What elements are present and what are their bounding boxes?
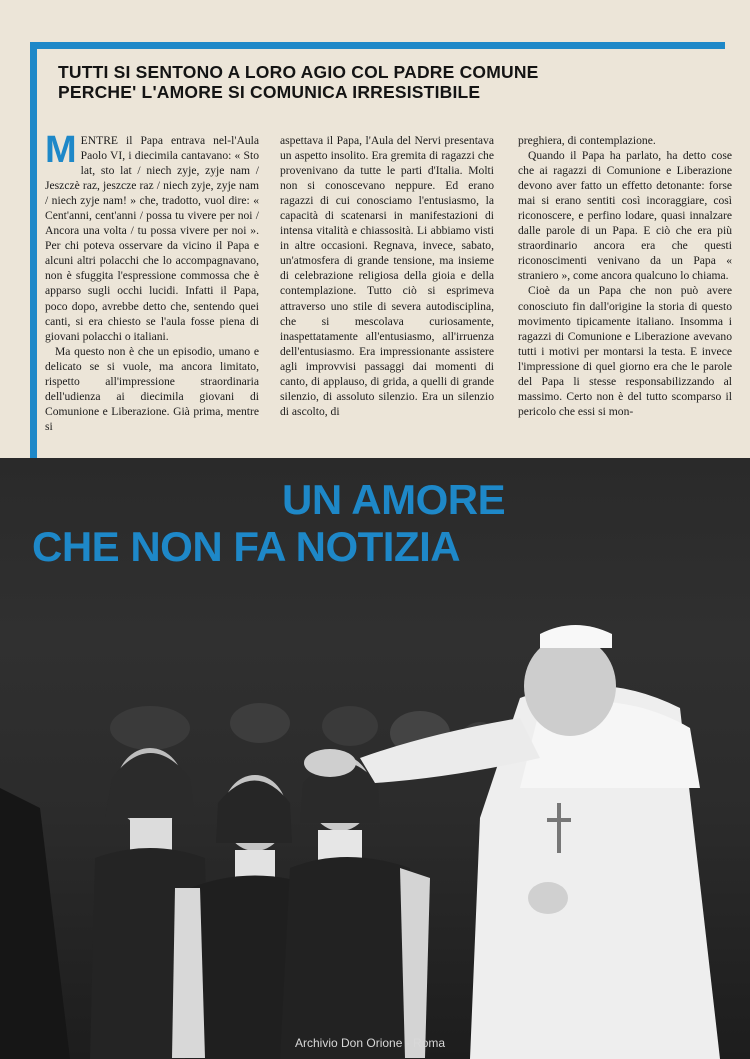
- article-body: [45, 133, 735, 445]
- article-column-1: [45, 133, 259, 438]
- paragraph: Cioè da un Papa che non può avere conosciuto fin dall'origine la storia di questo movimento tipicamente italiano. Insomma i ragazzi di Comunione e Liberazione avevano tutti i motivi per montarsi la testa. E invece l'impressione di quel giorno era che le parole del Papa li stesse responsabilizzando al massimo. Certo non è del tutto scomparso il pericolo che essi si mon-: [518, 284, 732, 418]
- paragraph: Quando il Papa ha parlato, ha detto cose che ai ragazzi di Comunione e Liberazione devono aver fatto un effetto detonante: forse mai si erano sentiti così incoraggiare, così riconoscere, e perfino lodare, quasi innalzare dalle parole di un Papa. E ciò che era più straordinario ancora era che questi riconoscimenti venivano da un Papa « straniero », come ancora qualcuno lo chiama.: [518, 149, 732, 283]
- drop-cap: M: [45, 133, 77, 171]
- paragraph: Ma questo non è che un episodio, umano e delicato se si vuole, ma ancora limitato, rispetto all'impressione straordinaria dell'udienza ai diecimila giovani di Comunione e Liberazione. Già prima, mentre si: [45, 344, 259, 433]
- paragraph: preghiera, di contemplazione.: [518, 134, 656, 147]
- frame-left-rule: [30, 42, 37, 508]
- subheading-line-2: PERCHE' L'AMORE SI COMUNICA IRRESISTIBILE: [58, 82, 481, 102]
- article-column-3: [518, 133, 732, 438]
- paragraph-text: ENTRE il Papa entrava nel-l'Aula Paolo VI, i diecimila cantavano: « Sto lat, sto lat / niech zyje, zyje nam / Jeszczè raz, jeszcze raz / niech zyje, zyje nam / niech zyje nam! » che, tradotto, vuol dire: « Cent'anni, cent'anni / possa tu vivere per noi / Ancora una volta / tu possa vivere per noi ». Per chi poteva osservare da vicino il Papa e alcuni altri polacchi che lo accompagnavano, non è sfuggita l'espressione commossa che è apparso sugli occhi lucidi. Infatti il Papa, poco dopo, avrebbe detto che, sentendo quei canti, si era chiesto se l'aula fosse piena di giovani polacchi o italiani.: [45, 134, 259, 343]
- subheading-line-1: TUTTI SI SENTONO A LORO AGIO COL PADRE COMUNE: [58, 62, 539, 82]
- article-title-line-2: CHE NON FA NOTIZIA: [32, 523, 461, 570]
- paragraph: [45, 133, 259, 344]
- archive-credit: Archivio Don Orione - Roma: [295, 1036, 446, 1050]
- frame-top-rule: [30, 42, 725, 49]
- paragraph: aspettava il Papa, l'Aula del Nervi presentava un aspetto insolito. Era gremita di ragazzi che provenivano da tutte le parti d'Italia. Molti non si conoscevano neppure. Ed erano ragazzi di cui conosciamo l'entusiasmo, la capacità di scatenarsi in manifestazioni di intensa vitalità e chiassosità. Li abbiamo visti in altre occasioni. Regnava, invece, sabato, un'atmosfera di grande tensione, ma insieme di celebrazione religiosa della gioia e della contemplazione. Tutto ciò si esprimeva attraverso uno stile di severa autodisciplina, che si mescolava curiosamente, inaspettatamente all'entusiasmo, all'irruenza dell'entusiasmo. Era impressionante assistere agli improvvisi passaggi dai momenti di canto, di applauso, di grida, a quelli di grande silenzio, di assoluto silenzio. Era un silenzio di ascolto, di: [280, 134, 494, 418]
- article-column-2: [280, 133, 494, 438]
- article-title-line-1: UN AMORE: [282, 476, 506, 523]
- article-subheading: [58, 62, 658, 102]
